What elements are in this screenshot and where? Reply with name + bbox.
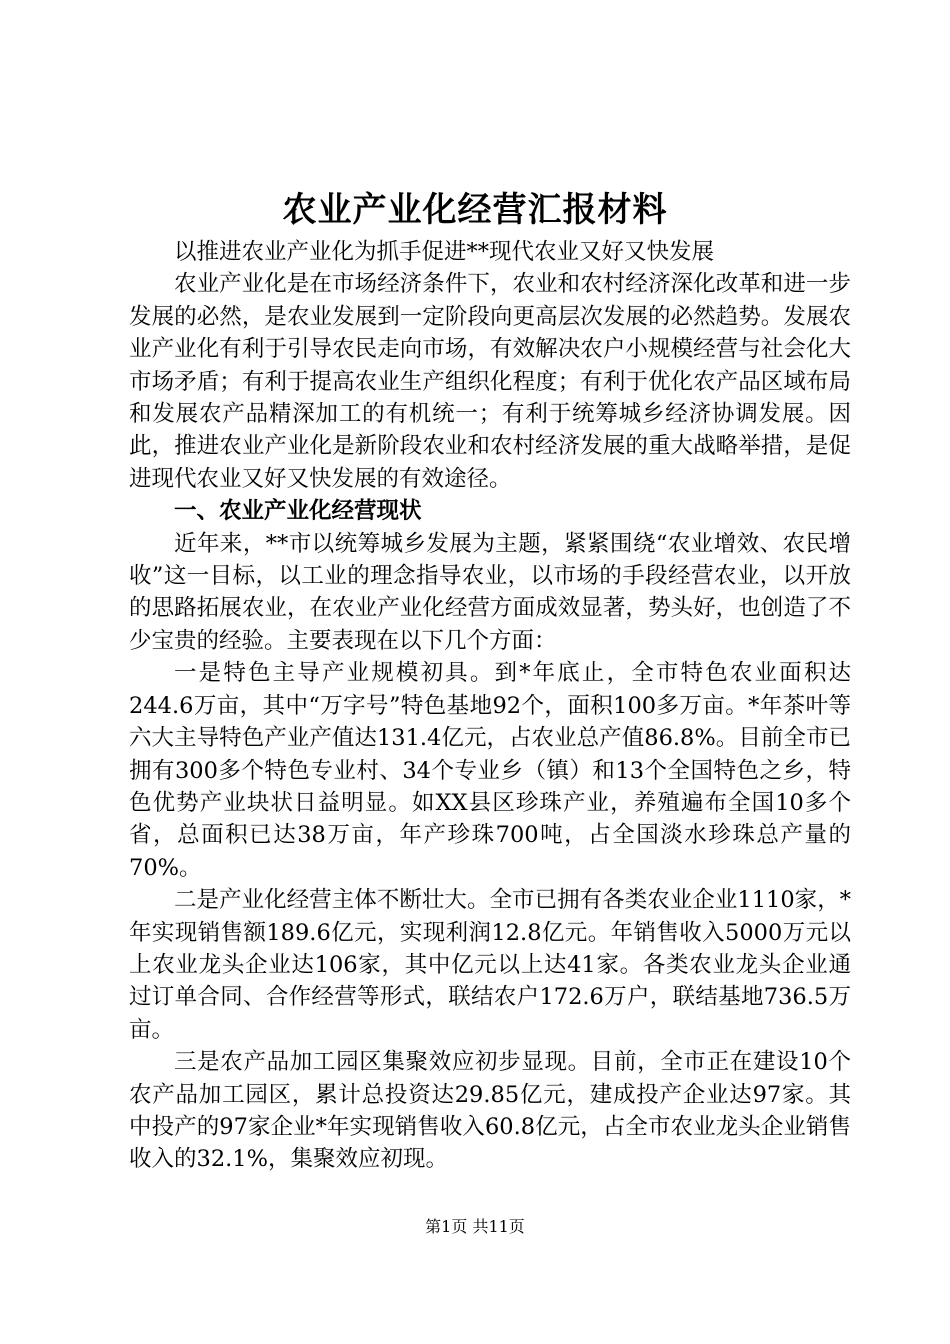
document-title: 农业产业化经营汇报材料: [282, 190, 668, 230]
body-paragraph: 二是产业化经营主体不断壮大。全市已拥有各类农业企业1110家，*年实现销售额189.6亿元，实现利润12.8亿元。年销售收入5000万元以上农业龙头企业达106家，其中亿元以上达41家。各类农业龙头企业通过订单合同、合作经营等形式，联结农户172.6万户，联结基地736.5万亩。: [129, 887, 851, 1043]
document-body: [129, 236, 851, 1176]
body-paragraph: 以推进农业产业化为抓手促进**现代农业又好又快发展: [174, 239, 715, 265]
body-paragraph: 近年来，**市以统筹城乡发展为主题，紧紧围绕“农业增效、农民增收”这一目标，以工业的理念指导农业，以市场的手段经营农业，以开放的思路拓展农业，在农业产业化经营方面成效显著，势头好，也创造了不少宝贵的经验。主要表现在以下几个方面：: [129, 530, 851, 654]
body-paragraph: 三是农产品加工园区集聚效应初步显现。目前，全市正在建设10个农产品加工园区，累计总投资达29.85亿元，建成投产企业达97家。其中投产的97家企业*年实现销售收入60.8亿元，占全市农业龙头企业销售收入的32.1%，集聚效应初现。: [129, 1049, 851, 1173]
body-paragraph: 农业产业化是在市场经济条件下，农业和农村经济深化改革和进一步发展的必然，是农业发展到一定阶段向更高层次发展的必然趋势。发展农业产业化有利于引导农民走向市场，有效解决农户小规模经营与社会化大市场矛盾；有利于提高农业生产组织化程度；有利于优化农产品区域布局和发展农产品精深加工的有机统一；有利于统筹城乡经济协调发展。因此，推进农业产业化是新阶段农业和农村经济发展的重大战略举措，是促进现代农业又好又快发展的有效途径。: [129, 271, 851, 492]
section-heading: 一、农业产业化经营现状: [174, 498, 422, 525]
page-footer: 第1页 共11页: [425, 1217, 525, 1236]
body-paragraph: 一是特色主导产业规模初具。到*年底止，全市特色农业面积达244.6万亩，其中“万字号”特色基地92个，面积100多万亩。*年茶叶等六大主导特色产业产值达131.4亿元，占农业总产值86.8%。目前全市已拥有300多个特色专业村、34个专业乡（镇）和13个全国特色之乡，特色优势产业块状日益明显。如XX县区珍珠产业，养殖遍布全国10多个省，总面积已达38万亩，年产珍珠700吨，占全国淡水珍珠总产量的70%。: [129, 660, 851, 881]
